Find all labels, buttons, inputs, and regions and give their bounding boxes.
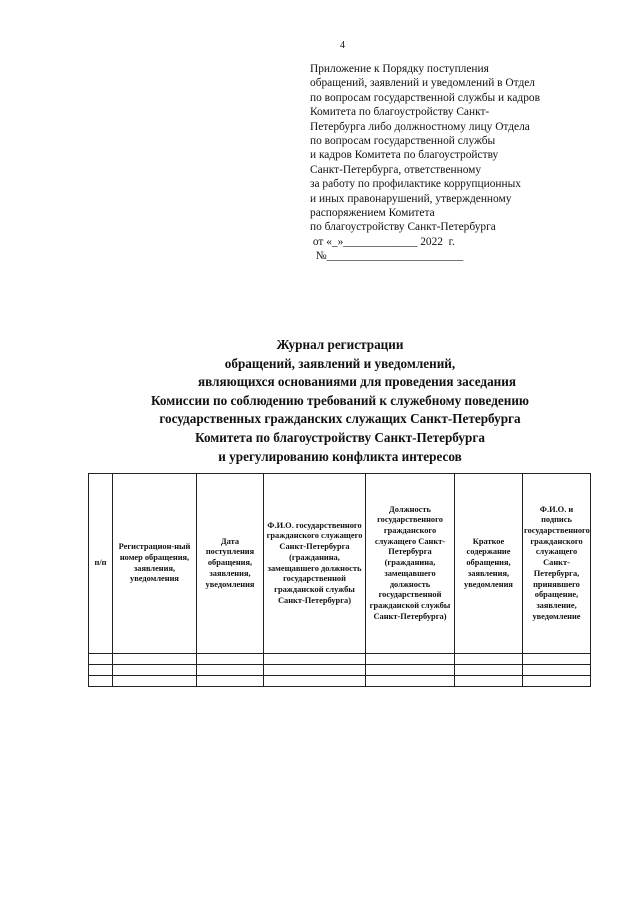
appendix-line: обращений, заявлений и уведомлений в Отдел <box>310 77 535 90</box>
title-line: Комиссии по соблюдению требований к служебному поведению <box>150 392 530 408</box>
header-date: Дата поступления обращения, заявления, уведомления <box>197 474 264 654</box>
title-line: и урегулированию конфликта интересов <box>218 448 462 464</box>
table-cell <box>89 665 113 676</box>
journal-title <box>90 336 590 466</box>
appendix-line: Приложение к Порядку поступления <box>310 63 489 75</box>
header-registration-number: Регистрацион-ный номер обращения, заявления, уведомления <box>113 474 197 654</box>
table-row <box>89 665 591 676</box>
header-number: п/п <box>89 474 113 654</box>
page-number: 4 <box>340 40 345 51</box>
table-cell <box>366 676 455 687</box>
table-cell <box>455 654 523 665</box>
table-cell <box>366 665 455 676</box>
table-cell <box>264 654 366 665</box>
table-cell <box>113 676 197 687</box>
table-cell <box>197 676 264 687</box>
table-row <box>89 654 591 665</box>
appendix-number-line: №________________________ <box>310 250 464 263</box>
appendix-line: по вопросам государственной службы и кадров <box>310 91 540 104</box>
appendix-line: по вопросам государственной службы <box>310 135 496 148</box>
table-cell <box>264 665 366 676</box>
journal-table <box>88 473 591 687</box>
appendix-line: и иных правонарушений, утвержденному <box>310 192 512 205</box>
table-cell <box>89 654 113 665</box>
table-cell <box>523 676 591 687</box>
appendix-line: Петербурга либо должностному лицу Отдела <box>310 120 530 133</box>
table-row <box>89 676 591 687</box>
title-line: Журнал регистрации <box>276 337 404 352</box>
table-cell <box>264 676 366 687</box>
table-header-row <box>89 474 591 654</box>
table-cell <box>197 654 264 665</box>
appendix-date-line: от «_»_____________ 2022 г. <box>310 235 455 248</box>
table-cell <box>455 665 523 676</box>
table-cell <box>523 654 591 665</box>
title-line: Комитета по благоустройству Санкт-Петербурга <box>195 429 485 445</box>
appendix-line: за работу по профилактике коррупционных <box>310 178 521 191</box>
title-line: обращений, заявлений и уведомлений, <box>224 355 456 371</box>
title-line: являющихся основаниями для проведения заседания <box>198 374 516 390</box>
table-cell <box>366 654 455 665</box>
appendix-block <box>310 62 610 264</box>
header-full-name: Ф.И.О. государственного гражданского служащего Санкт-Петербурга (гражданина, замещавшего должность государственной гражданской службы Санкт-Петербурга) <box>264 474 366 654</box>
table-cell <box>523 665 591 676</box>
table-cell <box>113 665 197 676</box>
header-receiver: Ф.И.О. и подпись государственного гражданского служащего Санкт-Петербурга, принявшего обращение, заявление, уведомление <box>523 474 591 654</box>
table-cell <box>455 676 523 687</box>
title-line: государственных гражданских служащих Санкт-Петербурга <box>159 411 521 427</box>
table-cell <box>113 654 197 665</box>
header-position: Должность государственного гражданского служащего Санкт-Петербурга (гражданина, замещавшего должность государственной гражданской службы Санкт-Петербурга) <box>366 474 455 654</box>
appendix-line: и кадров Комитета по благоустройству <box>310 149 499 162</box>
appendix-line: по благоустройству Санкт-Петербурга <box>310 221 496 234</box>
header-summary: Краткое содержание обращения, заявления, уведомления <box>455 474 523 654</box>
table-cell <box>197 665 264 676</box>
table-cell <box>89 676 113 687</box>
appendix-line: Санкт-Петербурга, ответственному <box>310 163 482 176</box>
appendix-line: Комитета по благоустройству Санкт- <box>310 106 490 119</box>
appendix-line: распоряжением Комитета <box>310 207 435 220</box>
